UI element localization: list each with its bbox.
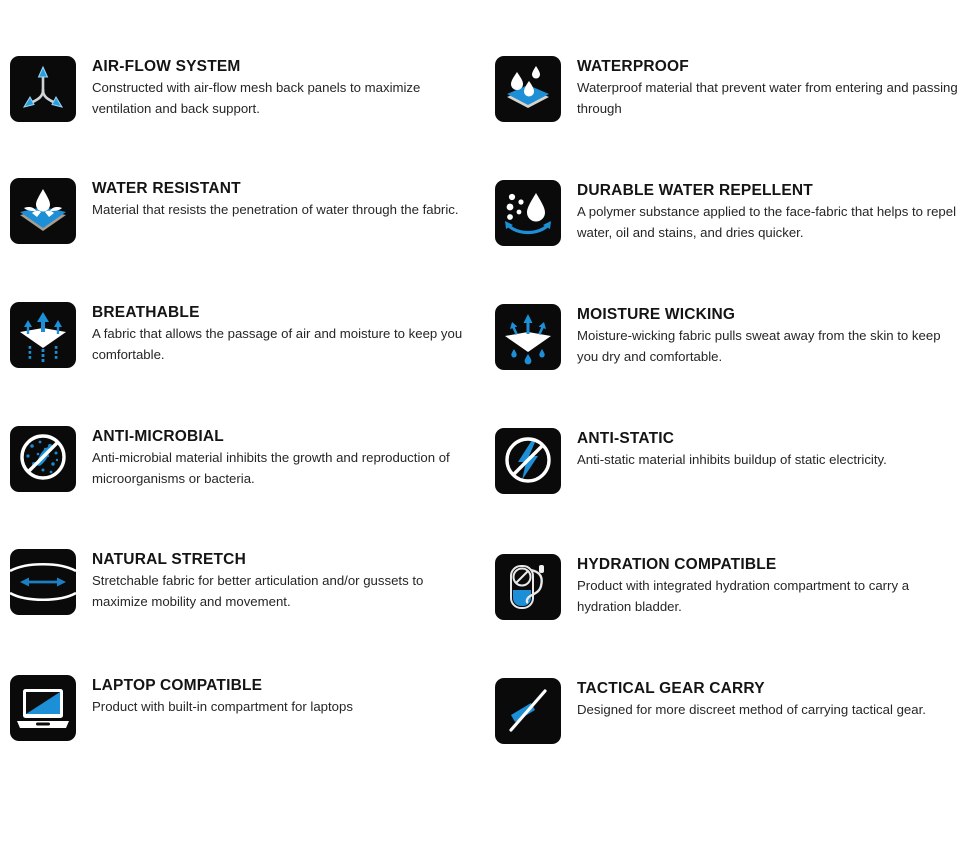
feature-row [0, 122, 960, 246]
feature-title: ANTI-MICROBIAL [92, 428, 224, 445]
feature-item-water-resistant [0, 178, 480, 246]
feature-title: HYDRATION COMPATIBLE [577, 556, 777, 573]
feature-item-durable-water-repellent [480, 180, 960, 246]
feature-row [0, 370, 960, 494]
feature-description: A fabric that allows the passage of air and moisture to keep you comfortable. [92, 326, 463, 362]
feature-item-natural-stretch [0, 549, 480, 620]
durable-water-repellent-icon [495, 180, 561, 246]
feature-description: Stretchable fabric for better articulation and/or gussets to maximize mobility and movement. [92, 573, 424, 609]
feature-description: Constructed with air-flow mesh back panels to maximize ventilation and back support. [92, 80, 421, 116]
feature-item-waterproof [480, 56, 960, 122]
hydration-compatible-icon [495, 554, 561, 620]
feature-description: Material that resists the penetration of water through the fabric. [92, 202, 459, 218]
feature-description: A polymer substance applied to the face-fabric that helps to repel water, oil and stains, and dries quicker. [577, 204, 956, 240]
feature-text [561, 180, 960, 243]
air-flow-icon [10, 56, 76, 122]
natural-stretch-icon [10, 549, 76, 615]
feature-text [561, 304, 960, 367]
anti-microbial-icon [10, 426, 76, 492]
water-resistant-icon [10, 178, 76, 244]
feature-text [76, 675, 480, 718]
feature-description: Moisture-wicking fabric pulls sweat away from the skin to keep you dry and comfortable. [577, 328, 941, 364]
laptop-compatible-icon [10, 675, 76, 741]
feature-item-anti-microbial [0, 426, 480, 494]
feature-row [0, 0, 960, 122]
feature-text [561, 554, 960, 617]
feature-description: Product with built-in compartment for laptops [92, 699, 353, 715]
feature-text [76, 549, 480, 612]
feature-description: Product with integrated hydration compartment to carry a hydration bladder. [577, 578, 910, 614]
feature-title: LAPTOP COMPATIBLE [92, 677, 263, 694]
feature-row [0, 620, 960, 744]
feature-title: WATERPROOF [577, 58, 689, 75]
feature-title: WATER RESISTANT [92, 180, 241, 197]
feature-text [561, 428, 960, 471]
feature-item-moisture-wicking [480, 304, 960, 370]
feature-item-anti-static [480, 428, 960, 494]
feature-description: Anti-microbial material inhibits the growth and reproduction of microorganisms or bacteria. [92, 450, 450, 486]
feature-text [561, 678, 960, 721]
feature-text [76, 56, 480, 119]
feature-row [0, 494, 960, 620]
feature-text [76, 426, 480, 489]
feature-text [561, 56, 960, 119]
feature-title: ANTI-STATIC [577, 430, 675, 447]
feature-title: BREATHABLE [92, 304, 200, 321]
feature-title: TACTICAL GEAR CARRY [577, 680, 765, 697]
feature-text [76, 178, 480, 221]
feature-description: Anti-static material inhibits buildup of static electricity. [577, 452, 887, 468]
feature-title: DURABLE WATER REPELLENT [577, 182, 813, 199]
anti-static-icon [495, 428, 561, 494]
breathable-icon [10, 302, 76, 368]
tactical-gear-carry-icon [495, 678, 561, 744]
waterproof-icon [495, 56, 561, 122]
feature-text [76, 302, 480, 365]
feature-title: NATURAL STRETCH [92, 551, 246, 568]
feature-title: MOISTURE WICKING [577, 306, 736, 323]
feature-item-air-flow-system [0, 56, 480, 122]
feature-item-breathable [0, 302, 480, 370]
feature-item-hydration-compatible [480, 554, 960, 620]
feature-row [0, 246, 960, 370]
feature-title: AIR-FLOW SYSTEM [92, 58, 241, 75]
feature-description: Designed for more discreet method of carrying tactical gear. [577, 702, 926, 718]
moisture-wicking-icon [495, 304, 561, 370]
feature-description: Waterproof material that prevent water from entering and passing through [577, 80, 958, 116]
feature-item-laptop-compatible [0, 675, 480, 744]
feature-item-tactical-gear-carry [480, 678, 960, 744]
